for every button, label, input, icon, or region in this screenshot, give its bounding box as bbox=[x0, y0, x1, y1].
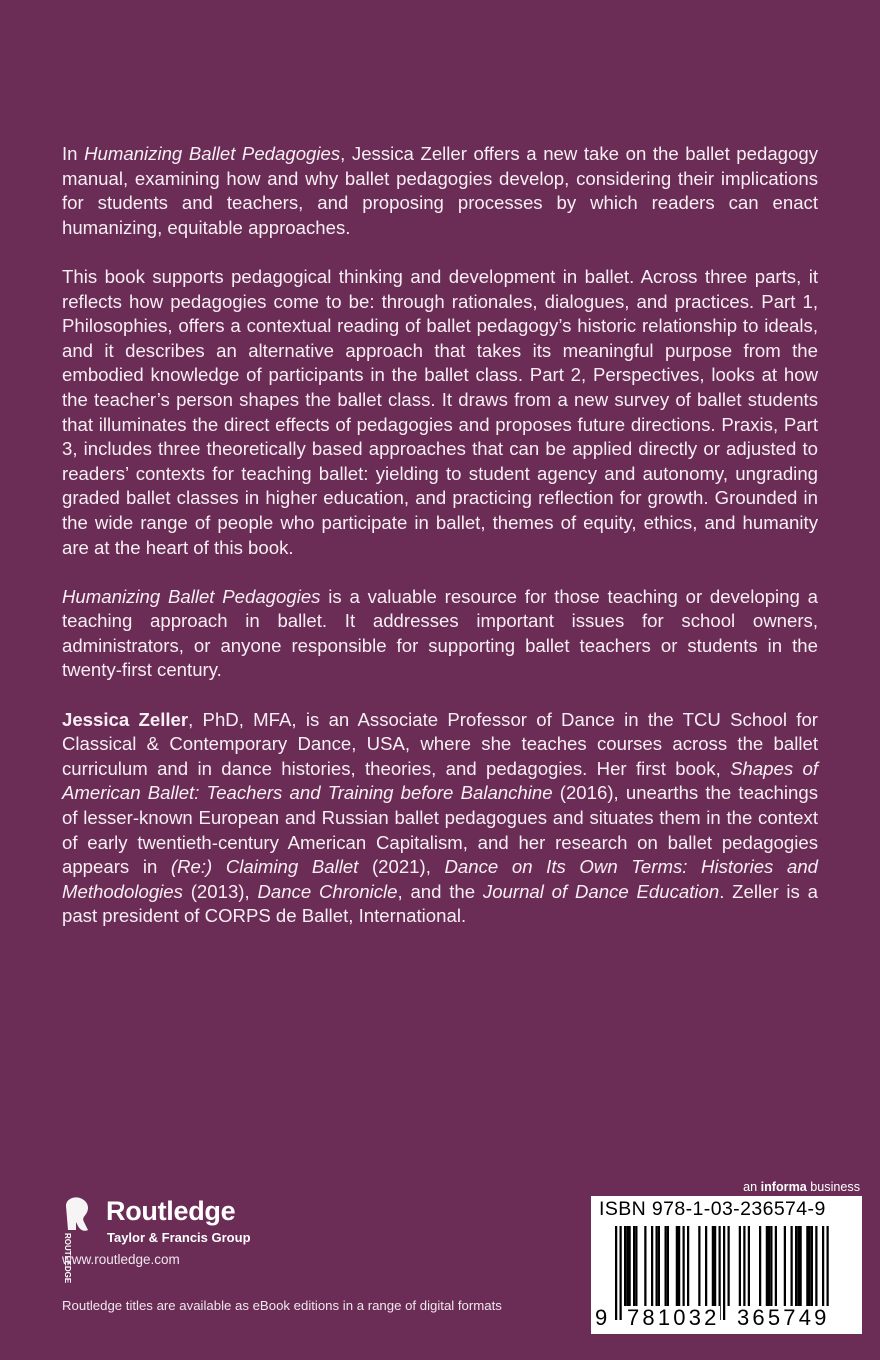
barcode-bar bbox=[667, 1226, 669, 1306]
barcode-bar bbox=[806, 1226, 808, 1306]
barcode-bar bbox=[748, 1226, 750, 1306]
bio-book-title: Dance on Its Own Terms: Histories and Methodologies bbox=[62, 856, 819, 902]
barcode-bar bbox=[809, 1226, 811, 1306]
barcode-bar bbox=[795, 1226, 797, 1306]
barcode-bar bbox=[651, 1226, 653, 1306]
barcode-bar bbox=[784, 1226, 786, 1306]
bio-journal-title: Journal of Dance Education bbox=[482, 880, 720, 902]
barcode-bar bbox=[676, 1226, 678, 1306]
bio-book-title: (Re:) Claiming Ballet bbox=[170, 856, 359, 878]
barcode-bar bbox=[635, 1226, 637, 1306]
barcode-bar bbox=[811, 1226, 813, 1306]
barcode-left-digits: 781032 bbox=[627, 1305, 720, 1330]
p1-text: , Jessica Zeller offers a new take on the ballet pedagogy manual, examining how and why ballet pedagogies develop, considering their implications for students and teachers, and proposing processes by which readers can enact humanizing, equitable approaches. bbox=[62, 143, 818, 238]
barcode-right-digits: 365749 bbox=[737, 1305, 830, 1330]
barcode-bar bbox=[698, 1226, 700, 1306]
barcode-bar bbox=[658, 1226, 660, 1306]
barcode-bar bbox=[768, 1226, 770, 1306]
author-bio bbox=[62, 708, 818, 929]
blurb-paragraph-2: This book supports pedagogical thinking and development in ballet. Across three parts, it reflects how pedagogies come to be: through rationales, dialogues, and practices. Part 1, Philosophies, offers a contextual reading of ballet pedagogy’s historic relationship to ideals, and it describes an alternative approach that takes its meaningful purpose from the embodied knowledge of participants in the ballet class. Part 2, Perspectives, looks at how the teacher’s person shapes the ballet class. It draws from a new survey of ballet students that illuminates the direct effects of pedagogies and proposes future directions. Praxis, Part 3, includes three theoretically based approaches that can be applied directly or adjusted to readers’ contexts for teaching ballet: yielding to student agency and autonomy, ungrading graded ballet classes in higher education, and practicing reflection for growth. Grounded in the wide range of people who participate in ballet, themes of equity, ethics, and humanity are at the heart of this book. bbox=[62, 265, 818, 558]
isbn-barcode bbox=[591, 1196, 862, 1334]
publisher-url[interactable]: www.routledge.com bbox=[62, 1252, 180, 1267]
barcode-bar bbox=[739, 1226, 741, 1306]
informa-brand: informa bbox=[760, 1180, 807, 1194]
informa-tagline bbox=[700, 1180, 860, 1194]
barcode-bar bbox=[644, 1226, 646, 1306]
publisher-group: Taylor & Francis Group bbox=[107, 1230, 251, 1245]
barcode-bar bbox=[714, 1226, 716, 1306]
back-cover-copy bbox=[62, 142, 818, 954]
p3-text: is a valuable resource for those teaching or developing a teaching approach in ballet. It addresses important issues for school owners, administrators, or anyone responsible for supporting ballet teachers or students in the twenty-first century. bbox=[62, 585, 818, 681]
barcode-bar bbox=[683, 1226, 685, 1306]
p1-lead: In bbox=[62, 143, 85, 164]
barcode-bar bbox=[759, 1226, 761, 1306]
barcode-bar bbox=[629, 1226, 631, 1306]
ebook-note: Routledge titles are available as eBook editions in a range of digital formats bbox=[62, 1298, 502, 1313]
author-name: Jessica Zeller bbox=[62, 708, 189, 730]
barcode-bar bbox=[678, 1226, 680, 1306]
bio-text: . Zeller is a past president of CORPS de Ballet, International. bbox=[62, 880, 818, 927]
book-title-italic: Humanizing Ballet Pedagogies bbox=[62, 585, 321, 607]
barcode-bar bbox=[770, 1226, 772, 1306]
barcode-leading-digit: 9 bbox=[595, 1305, 608, 1330]
barcode-bar bbox=[687, 1226, 689, 1306]
blurb-paragraph-1 bbox=[62, 142, 818, 240]
barcode-bar bbox=[626, 1226, 628, 1306]
barcode-bar bbox=[624, 1226, 626, 1306]
barcode-bar bbox=[800, 1226, 802, 1306]
bio-journal-title: Dance Chronicle bbox=[257, 880, 398, 902]
barcode-bar bbox=[815, 1226, 817, 1306]
informa-prefix: an bbox=[743, 1180, 761, 1194]
bio-book-title: Shapes of American Ballet: Teachers and Training before Balanchine bbox=[62, 757, 818, 804]
barcode-bar bbox=[775, 1226, 777, 1306]
barcode-bar bbox=[712, 1226, 714, 1306]
barcode-bar bbox=[791, 1226, 793, 1306]
barcode-bar bbox=[728, 1226, 730, 1306]
barcode-bar bbox=[705, 1226, 707, 1306]
barcode-bar bbox=[615, 1226, 617, 1320]
isbn-label: ISBN 978-1-03-236574-9 bbox=[599, 1198, 826, 1220]
barcode-bar bbox=[723, 1226, 725, 1320]
barcode-bar bbox=[633, 1226, 635, 1306]
book-title-italic: Humanizing Ballet Pedagogies bbox=[84, 143, 341, 164]
logo-text: ROUTLEDGE bbox=[63, 1233, 72, 1284]
barcode-bar bbox=[766, 1226, 768, 1306]
blurb-paragraph-3 bbox=[62, 585, 818, 683]
bio-text: (2021), bbox=[358, 856, 445, 878]
barcode-bar bbox=[656, 1226, 658, 1306]
barcode-bar bbox=[797, 1226, 799, 1306]
barcode-bar bbox=[620, 1226, 622, 1320]
barcode-bar bbox=[665, 1226, 667, 1306]
informa-suffix: business bbox=[806, 1180, 860, 1194]
bio-text: , PhD, MFA, is an Associate Professor of Dance in the TCU School for Classical & Contemporary Dance, USA, where she teaches courses across the ballet curriculum and in dance histories, theories, and pedagogies. Her first book, bbox=[62, 708, 818, 779]
bio-text: , and the bbox=[397, 880, 483, 902]
routledge-logo-icon bbox=[62, 1196, 98, 1284]
publisher-name: Routledge bbox=[106, 1196, 236, 1226]
bio-text: (2016), unearths the teachings of lesser-known European and Russian ballet pedagogues and situates them in the context of early twentieth-century American Capitalism, and her research on ballet pedagogies appears in bbox=[62, 782, 818, 878]
barcode-bar bbox=[743, 1226, 745, 1306]
bio-text: (2013), bbox=[182, 880, 258, 902]
